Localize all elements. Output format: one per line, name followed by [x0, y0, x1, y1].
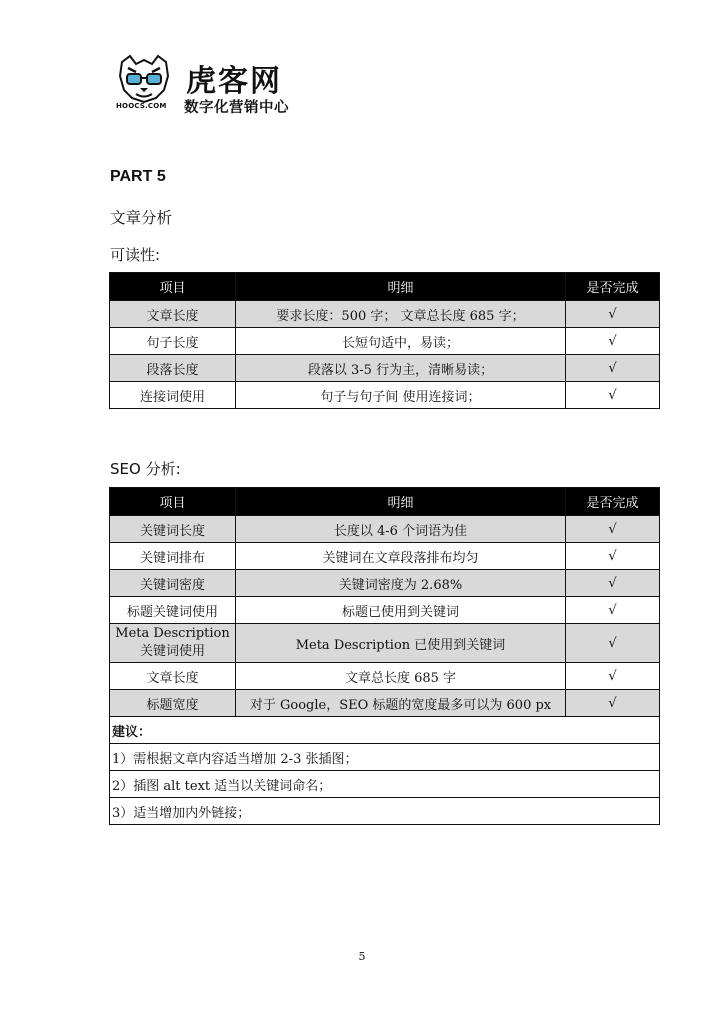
suggestions-label-row [110, 717, 660, 744]
item-cell [110, 624, 236, 663]
column-header: 是否完成 [566, 273, 660, 301]
item-cell: 关键词长度 [110, 516, 236, 543]
detail-cell: 对于 Google，SEO 标题的宽度最多可以为 600 px [236, 690, 566, 717]
suggestion-item: 2）插图 alt text 适当以关键词命名； [110, 771, 660, 798]
item-cell: 标题宽度 [110, 690, 236, 717]
detail-cell: 段落以 3-5 行为主，清晰易读； [236, 355, 566, 382]
suggestion-item: 1）需根据文章内容适当增加 2-3 张插图； [110, 744, 660, 771]
column-header: 项目 [110, 488, 236, 516]
item-cell: 段落长度 [110, 355, 236, 382]
detail-cell: 关键词密度为 2.68% [236, 570, 566, 597]
table-row [110, 516, 660, 543]
done-cell: √ [566, 597, 660, 624]
table-header-row [110, 488, 660, 516]
item-cell: 关键词密度 [110, 570, 236, 597]
table-row [110, 328, 660, 355]
done-cell: √ [566, 301, 660, 328]
column-header: 项目 [110, 273, 236, 301]
table-row [110, 543, 660, 570]
suggestion-item: 3）适当增加内外链接； [110, 798, 660, 825]
table-row [110, 301, 660, 328]
table-header-row [110, 273, 660, 301]
item-cell: 标题关键词使用 [110, 597, 236, 624]
seo-table [109, 487, 660, 825]
suggestion-row [110, 744, 660, 771]
detail-cell: 要求长度：500 字； 文章总长度 685 字； [236, 301, 566, 328]
item-cell: 文章长度 [110, 301, 236, 328]
done-cell: √ [566, 328, 660, 355]
done-cell: √ [566, 382, 660, 409]
done-cell: √ [566, 355, 660, 382]
done-cell: √ [566, 690, 660, 717]
part-heading: PART 5 [110, 168, 166, 185]
suggestions-label: 建议： [110, 717, 660, 744]
logo-subtitle: 数字化营销中心 [184, 100, 289, 116]
column-header: 明细 [236, 488, 566, 516]
done-cell: √ [566, 570, 660, 597]
column-header: 是否完成 [566, 488, 660, 516]
detail-cell: 句子与句子间 使用连接词； [236, 382, 566, 409]
table-row [110, 624, 660, 663]
detail-cell: 标题已使用到关键词 [236, 597, 566, 624]
table-row [110, 690, 660, 717]
done-cell: √ [566, 663, 660, 690]
item-cell: 连接词使用 [110, 382, 236, 409]
section-title: 文章分析 [110, 209, 173, 227]
item-cell: 句子长度 [110, 328, 236, 355]
logo-domain: HOOCS.COM [116, 102, 167, 110]
logo-title: 虎客网 [186, 64, 282, 99]
table-row [110, 382, 660, 409]
done-cell: √ [566, 516, 660, 543]
suggestion-row [110, 798, 660, 825]
item-cell: 关键词排布 [110, 543, 236, 570]
readability-subtitle: 可读性: [110, 246, 161, 264]
item-line: Meta Description [115, 626, 230, 641]
seo-subtitle: SEO 分析: [110, 460, 181, 478]
detail-cell: 长短句适中，易读； [236, 328, 566, 355]
table-row [110, 663, 660, 690]
detail-cell: 关键词在文章段落排布均匀 [236, 543, 566, 570]
item-cell: 文章长度 [110, 663, 236, 690]
readability-table [109, 272, 660, 409]
column-header: 明细 [236, 273, 566, 301]
table-row [110, 597, 660, 624]
detail-cell: 文章总长度 685 字 [236, 663, 566, 690]
company-logo [112, 54, 312, 124]
done-cell: √ [566, 543, 660, 570]
tiger-mascot-icon [112, 54, 176, 104]
detail-cell: 长度以 4-6 个词语为佳 [236, 516, 566, 543]
suggestion-row [110, 771, 660, 798]
item-line: 关键词使用 [139, 644, 205, 659]
table-row [110, 570, 660, 597]
page-number: 5 [358, 950, 366, 963]
detail-cell: Meta Description 已使用到关键词 [236, 624, 566, 663]
table-row [110, 355, 660, 382]
done-cell: √ [566, 624, 660, 663]
